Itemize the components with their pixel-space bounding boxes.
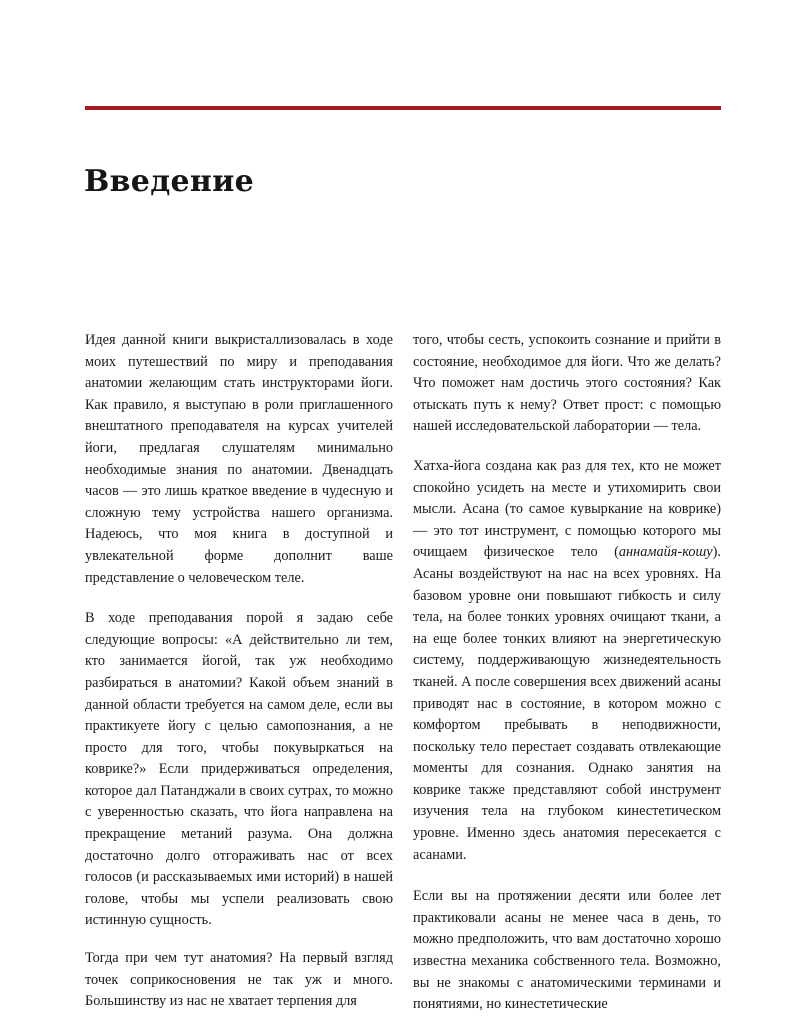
left-column <box>85 330 393 1032</box>
paragraph-intro: Идея данной книги выкристаллизовалась в ходе моих путешествий по миру и преподавания анатомии желающим стать инструкторами йоги. Как правило, я выступаю в роли приглашенного внештатного преподавателя на курсах учителей йоги, предлагая слушателям минимально необходимые знания по анатомии. Двенадцать часов — это лишь краткое введение в чудесную и сложную тему устройства нашего организма. Надеюсь, что моя книга в доступной и увлекательной форме дополнит ваше представление о человеческом теле. <box>85 332 393 586</box>
annamaya-kosha-term: аннамайя-кошу <box>618 544 713 561</box>
paragraph-hatha-yoga <box>413 456 721 866</box>
paragraph-practice: Если вы на протяжении десяти или более лет практиковали асаны не менее часа в день, то можно предположить, что вам достаточно хорошо известна механика собственного тела. Возможно, вы не знакомы с анатомическими терминами и понятиями, но кинестетические <box>413 888 721 1013</box>
header-rule <box>85 106 721 110</box>
right-column <box>413 330 721 1035</box>
hatha-text-after: ). Асаны воздействуют на нас на всех уровнях. На базовом уровне они повышают гибкость и силу тела, на более тонких уровнях очищают ткани, а на еще более тонких влияют на энергетическую систему, поддерживающую жизнедеятельность тканей. А после совершения всех движений асаны приводят нас в состояние, в котором можно с комфортом пребывать в неподвижности, поскольку тело перестает создавать отвлекающие моменты для сознания. Однако занятия на коврике также представляют собой инструмент изучения тела на глубоком кинестетическом уровне. Именно здесь анатомия пересекается с асанами. <box>413 544 721 863</box>
hatha-text-before: Хатха-йога создана как раз для тех, кто не может спокойно усидеть на месте и утихомирить свои мысли. Асана (то самое кувыркание на коврике) — это тот инструмент, с помощью которого мы очищаем физическое тело ( <box>413 457 721 561</box>
chapter-title: Введение <box>84 164 255 199</box>
paragraph-questions: В ходе преподавания порой я задаю себе следующие вопросы: «А действительно ли тем, кто занимается йогой, так уж необходимо разбираться в анатомии? Какой объем знаний в данной области требуется на самом деле, если вы практикуете йогу с целью самопознания, а не просто для того, чтобы покувыркаться на коврике?» Если придерживаться определения, которое дал Патанджали в своих сутрах, то можно с уверенностью сказать, что йога направлена на прекращение метаний разума. Она должна достаточно долго отгораживать нас от всех голосов (и рассказываемых ими историй) в нашей голове, чтобы мы успели реализовать свою истинную сущность. <box>85 610 393 929</box>
paragraph-anatomy: Тогда при чем тут анатомия? На первый взгляд точек соприкосновения не так уж и много. Большинству из нас не хватает терпения для <box>85 950 393 1010</box>
paragraph-continuation: того, чтобы сесть, успокоить сознание и прийти в состояние, необходимое для йоги. Что же делать? Что поможет нам достичь этого состояния? Как отыскать путь к нему? Ответ прост: с помощью нашей исследовательской лаборатории — тела. <box>413 332 721 435</box>
